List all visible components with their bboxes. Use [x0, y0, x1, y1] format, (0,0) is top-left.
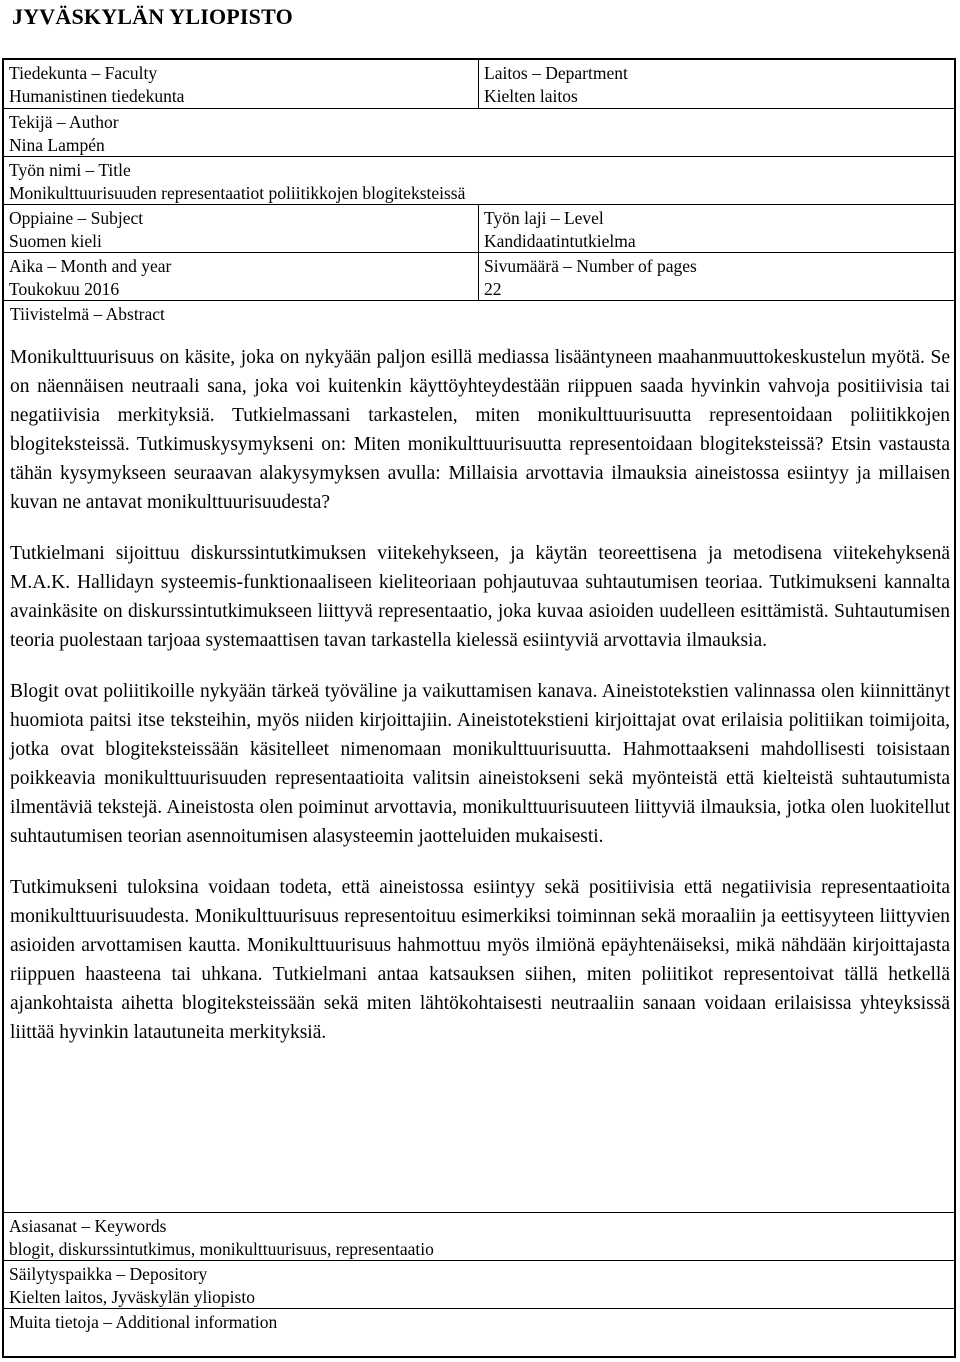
subject-cell — [3, 204, 479, 253]
subject-label: Oppiaine – Subject — [9, 208, 144, 228]
date-value: Toukokuu 2016 — [9, 279, 120, 299]
additional-info-label: Muita tietoja – Additional information — [9, 1312, 278, 1332]
keywords-label: Asiasanat – Keywords — [9, 1216, 167, 1236]
keywords-value: blogit, diskurssintutkimus, monikulttuurisuus, representaatio — [9, 1239, 434, 1259]
author-cell — [3, 108, 955, 157]
abstract-section — [3, 300, 955, 1212]
pages-value: 22 — [484, 279, 502, 299]
title-label: Työn nimi – Title — [9, 160, 131, 180]
abstract-paragraph: Tutkielmani sijoittuu diskurssintutkimuksen viitekehykseen, ja käytän teoreettisena ja metodisena viitekehyksenä M.A.K. Hallidayn systeemis-funktionaaliseen kieliteoriaan pohjautuvaa suhtautumisen teoriaa. Tutkimukseni kannalta avainkäsite on diskurssintutkimukseen liittyvä representaatio, joka kuvaa asioiden uudelleen esittämistä. Suhtautumisen teoria puolestaan tarjoaa systemaattisen tavan tarkastella kielessä esiintyviä arvottavia ilmauksia. — [10, 543, 950, 651]
level-cell — [478, 204, 955, 253]
abstract-paragraph: Blogit ovat poliitikoille nykyään tärkeä työväline ja vaikuttamisen kanava. Aineistotekstien valinnassa olen kiinnittänyt huomiota paitsi itse teksteihin, myös niiden kirjoittajiin. Aineistotekstieni kirjoittajat ovat erilaisia politiikan toimijoita, jotka ovat blogiteksteissään käsitelleet nimenomaan monikulttuurisuutta. Hahmottaakseni mahdollisesti toisistaan poikkeavia monikulttuurisuuden representaatioita valitsin aineistokseni sekä myönteistä että kielteistä suhtautumista ilmentäviä tekstejä. Aineistosta olen poiminut arvottavia, monikulttuurisuuteen liittyviä ilmauksia, jotka olen luokitellut suhtautumisen teorian asennoitumisen alasysteemin jaotteluiden mukaisesti. — [10, 681, 950, 847]
university-name: JYVÄSKYLÄN YLIOPISTO — [12, 4, 293, 29]
additional-info-cell — [3, 1308, 955, 1357]
faculty-value: Humanistinen tiedekunta — [9, 86, 185, 106]
depository-label: Säilytyspaikka – Depository — [9, 1264, 208, 1284]
author-value: Nina Lampén — [9, 135, 105, 155]
abstract-paragraph: Monikulttuurisuus on käsite, joka on nykyään paljon esillä mediassa lisääntyneen maahanmuuttokeskustelun myötä. Se on näennäisen neutraali sana, joka voi kuitenkin käyttöyhteydestään riippuen saada hyvinkin vahvoja positiivisia tai negatiivisia merkityksiä. Tutkielmassani tarkastelen, miten monikulttuurisuutta representoidaan poliitikkojen blogiteksteissä. Tutkimuskysymykseni on: Miten monikulttuurisuutta representoidaan blogiteksteissä? Etsin vastausta tähän kysymykseen seuraavan alakysymyksen avulla: Millaisia arvottavia ilmauksia aineistossa esiintyy ja millaisen kuvan ne antavat monikulttuurisuudesta? — [10, 347, 950, 513]
pages-cell — [478, 252, 955, 301]
subject-value: Suomen kieli — [9, 231, 102, 251]
abstract-paragraph: Tutkimukseni tuloksina voidaan todeta, että aineistossa esiintyy sekä positiivisia että negatiivisia representaatioita monikulttuurisuudesta. Monikulttuurisuus representoituu esimerkiksi toiminnan sekä moraaliin ja eettisyyteen liittyvien asioiden arvottamisen kautta. Monikulttuurisuus hahmottuu myös ilmiönä epäyhtenäiseksi, mikä nähdään kirjoittajasta riippuen haasteena tai uhkana. Tutkielmani antaa katsauksen siihen, miten poliitikot representoivat tällä hetkellä ajankohtaista aihetta blogiteksteissään sekä miten lähtökohtaisesti neutraaliin sanaan voidaan erilaisissa yhteyksissä liittää hyvinkin latautuneita merkityksiä. — [10, 877, 950, 1043]
depository-cell — [3, 1260, 955, 1309]
department-value: Kielten laitos — [484, 86, 578, 106]
faculty-label: Tiedekunta – Faculty — [9, 63, 158, 83]
title-value: Monikulttuurisuuden representaatiot poliitikkojen blogiteksteissä — [9, 183, 466, 203]
level-value: Kandidaatintutkielma — [484, 231, 636, 251]
date-cell — [3, 252, 479, 301]
author-label: Tekijä – Author — [9, 112, 119, 132]
department-label: Laitos – Department — [484, 63, 628, 83]
level-label: Työn laji – Level — [484, 208, 604, 228]
keywords-cell — [3, 1212, 955, 1261]
abstract-label: Tiivistelmä – Abstract — [10, 304, 165, 324]
depository-value: Kielten laitos, Jyväskylän yliopisto — [9, 1287, 255, 1307]
department-cell — [478, 59, 955, 109]
abstract-body — [10, 343, 950, 1069]
date-label: Aika – Month and year — [9, 256, 172, 276]
title-cell — [3, 156, 955, 205]
pages-label: Sivumäärä – Number of pages — [484, 256, 697, 276]
abstract-form — [2, 58, 956, 1358]
faculty-cell — [3, 59, 479, 109]
